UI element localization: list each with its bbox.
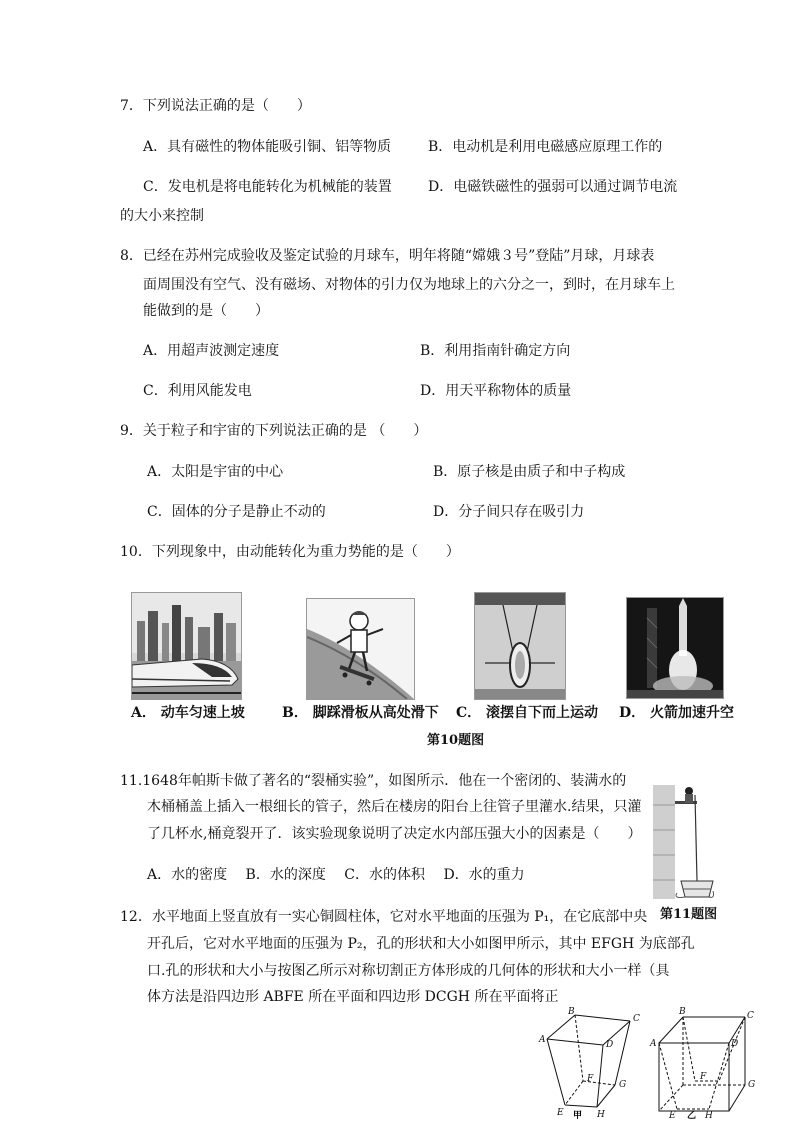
q8-option-d: D．用天平称物体的质量 xyxy=(420,383,572,399)
q9-option-b: B．原子核是由质子和中子构成 xyxy=(433,464,626,480)
q10-caption-a: A． 动车匀速上坡 xyxy=(131,705,245,721)
label-yi-b: B xyxy=(679,1007,686,1017)
q9-option-a: A．太阳是宇宙的中心 xyxy=(147,464,284,480)
q12-stem-line3: 口.孔的形状和大小与按图乙所示对称切割正方体形成的几何体的形状和大小一样（具 xyxy=(147,963,670,979)
q9-stem: 9．关于粒子和宇宙的下列说法正确的是 （ ） xyxy=(120,423,428,439)
label-yi-a: A xyxy=(650,1039,657,1049)
q9-option-d: D．分子间只存在吸引力 xyxy=(433,504,585,520)
q12-stem-line2: 开孔后，它对水平地面的压强为 P₂，孔的形状和大小如图甲所示，其中 EFGH 为底部孔 xyxy=(147,936,695,952)
q7-option-d: D．电磁铁磁性的强弱可以通过调节电流 xyxy=(428,179,678,195)
label-jia-b: B xyxy=(568,1007,575,1017)
label-yi-g: G xyxy=(748,1080,756,1090)
label-yi-e: E xyxy=(669,1111,676,1120)
q7-stem: 7．下列说法正确的是（ ） xyxy=(120,98,311,114)
label-jia-f: F xyxy=(587,1074,594,1084)
q7-option-d-cont: 的大小来控制 xyxy=(120,208,204,224)
label-yi-f: F xyxy=(700,1072,707,1082)
label-jia-c: C xyxy=(633,1014,640,1024)
label-yi-d: D xyxy=(731,1039,739,1049)
q8-stem-line3: 能做到的是（ ） xyxy=(143,303,269,319)
rocket-launch-image xyxy=(626,597,724,699)
label-jia-a: A xyxy=(539,1035,546,1045)
q12-stem-line4: 体方法是沿四边形 ABFE 所在平面和四边形 DCGH 所在平面将正 xyxy=(147,989,559,1005)
q8-option-a: A．用超声波测定速度 xyxy=(143,343,280,359)
label-jia-e: E xyxy=(557,1108,564,1118)
q11-stem-line1: 11.1648年帕斯卡做了著名的“裂桶实验”，如图所示．他在一个密闭的、装满水的 xyxy=(120,773,627,789)
q10-caption-c: C． 滚摆自下而上运动 xyxy=(456,705,599,721)
q11-stem-line2: 木桶桶盖上插入一根细长的管子，然后在楼房的阳台上往管子里灌水.结果，只灌 xyxy=(147,799,642,815)
q11-figure-caption: 第11题图 xyxy=(660,907,718,922)
q8-stem-line2: 面周围没有空气、没有磁场、对物体的引力仅为地球上的六分之一，到时，在月球车上 xyxy=(143,277,675,293)
label-jia-g: G xyxy=(619,1080,627,1090)
maxwell-pendulum-image xyxy=(474,592,566,700)
figure-yi-caption: 乙 xyxy=(687,1111,697,1120)
q11-options: A．水的密度 B．水的深度 C．水的体积 D．水的重力 xyxy=(147,867,525,883)
label-jia-h: H xyxy=(597,1110,605,1120)
label-yi-c: C xyxy=(747,1011,754,1021)
q12-stem-line1: 12．水平地面上竖直放有一实心铜圆柱体，它对水平地面的压强为 P₁，在它底部中央 xyxy=(120,909,648,925)
q11-stem-line3: 了几杯水,桶竟裂开了．该实验现象说明了决定水内部压强大小的因素是（ ） xyxy=(147,826,642,842)
q8-option-c: C．利用风能发电 xyxy=(143,383,252,399)
figure-jia-caption: 甲 xyxy=(573,1111,583,1120)
q9-option-c: C．固体的分子是静止不动的 xyxy=(147,504,326,520)
q12-geometry-figures xyxy=(535,1005,760,1120)
label-yi-h: H xyxy=(705,1111,713,1120)
q10-caption-b: B． 脚踩滑板从高处滑下 xyxy=(282,705,439,721)
q8-stem-line1: 8．已经在苏州完成验收及鉴定试验的月球车，明年将随“嫦娥３号”登陆”月球，月球表 xyxy=(120,248,655,264)
q7-option-c: C．发电机是将电能转化为机械能的装置 xyxy=(143,179,392,195)
barrel-experiment-image xyxy=(653,785,715,899)
figure-yi-cube xyxy=(659,1017,745,1111)
q10-stem: 10．下列现象中，由动能转化为重力势能的是（ ） xyxy=(120,544,460,560)
q7-option-b: B．电动机是利用电磁感应原理工作的 xyxy=(428,139,663,155)
q10-figure-caption: 第10题图 xyxy=(427,733,485,748)
q8-option-b: B．利用指南针确定方向 xyxy=(420,343,571,359)
skateboarder-image xyxy=(306,598,415,700)
label-jia-d: D xyxy=(606,1040,614,1050)
q7-option-a: A．具有磁性的物体能吸引铜、铝等物质 xyxy=(143,139,392,155)
bullet-train-image xyxy=(131,592,242,700)
q10-caption-d: D． 火箭加速升空 xyxy=(619,705,735,721)
figure-jia-solid xyxy=(547,1015,630,1107)
